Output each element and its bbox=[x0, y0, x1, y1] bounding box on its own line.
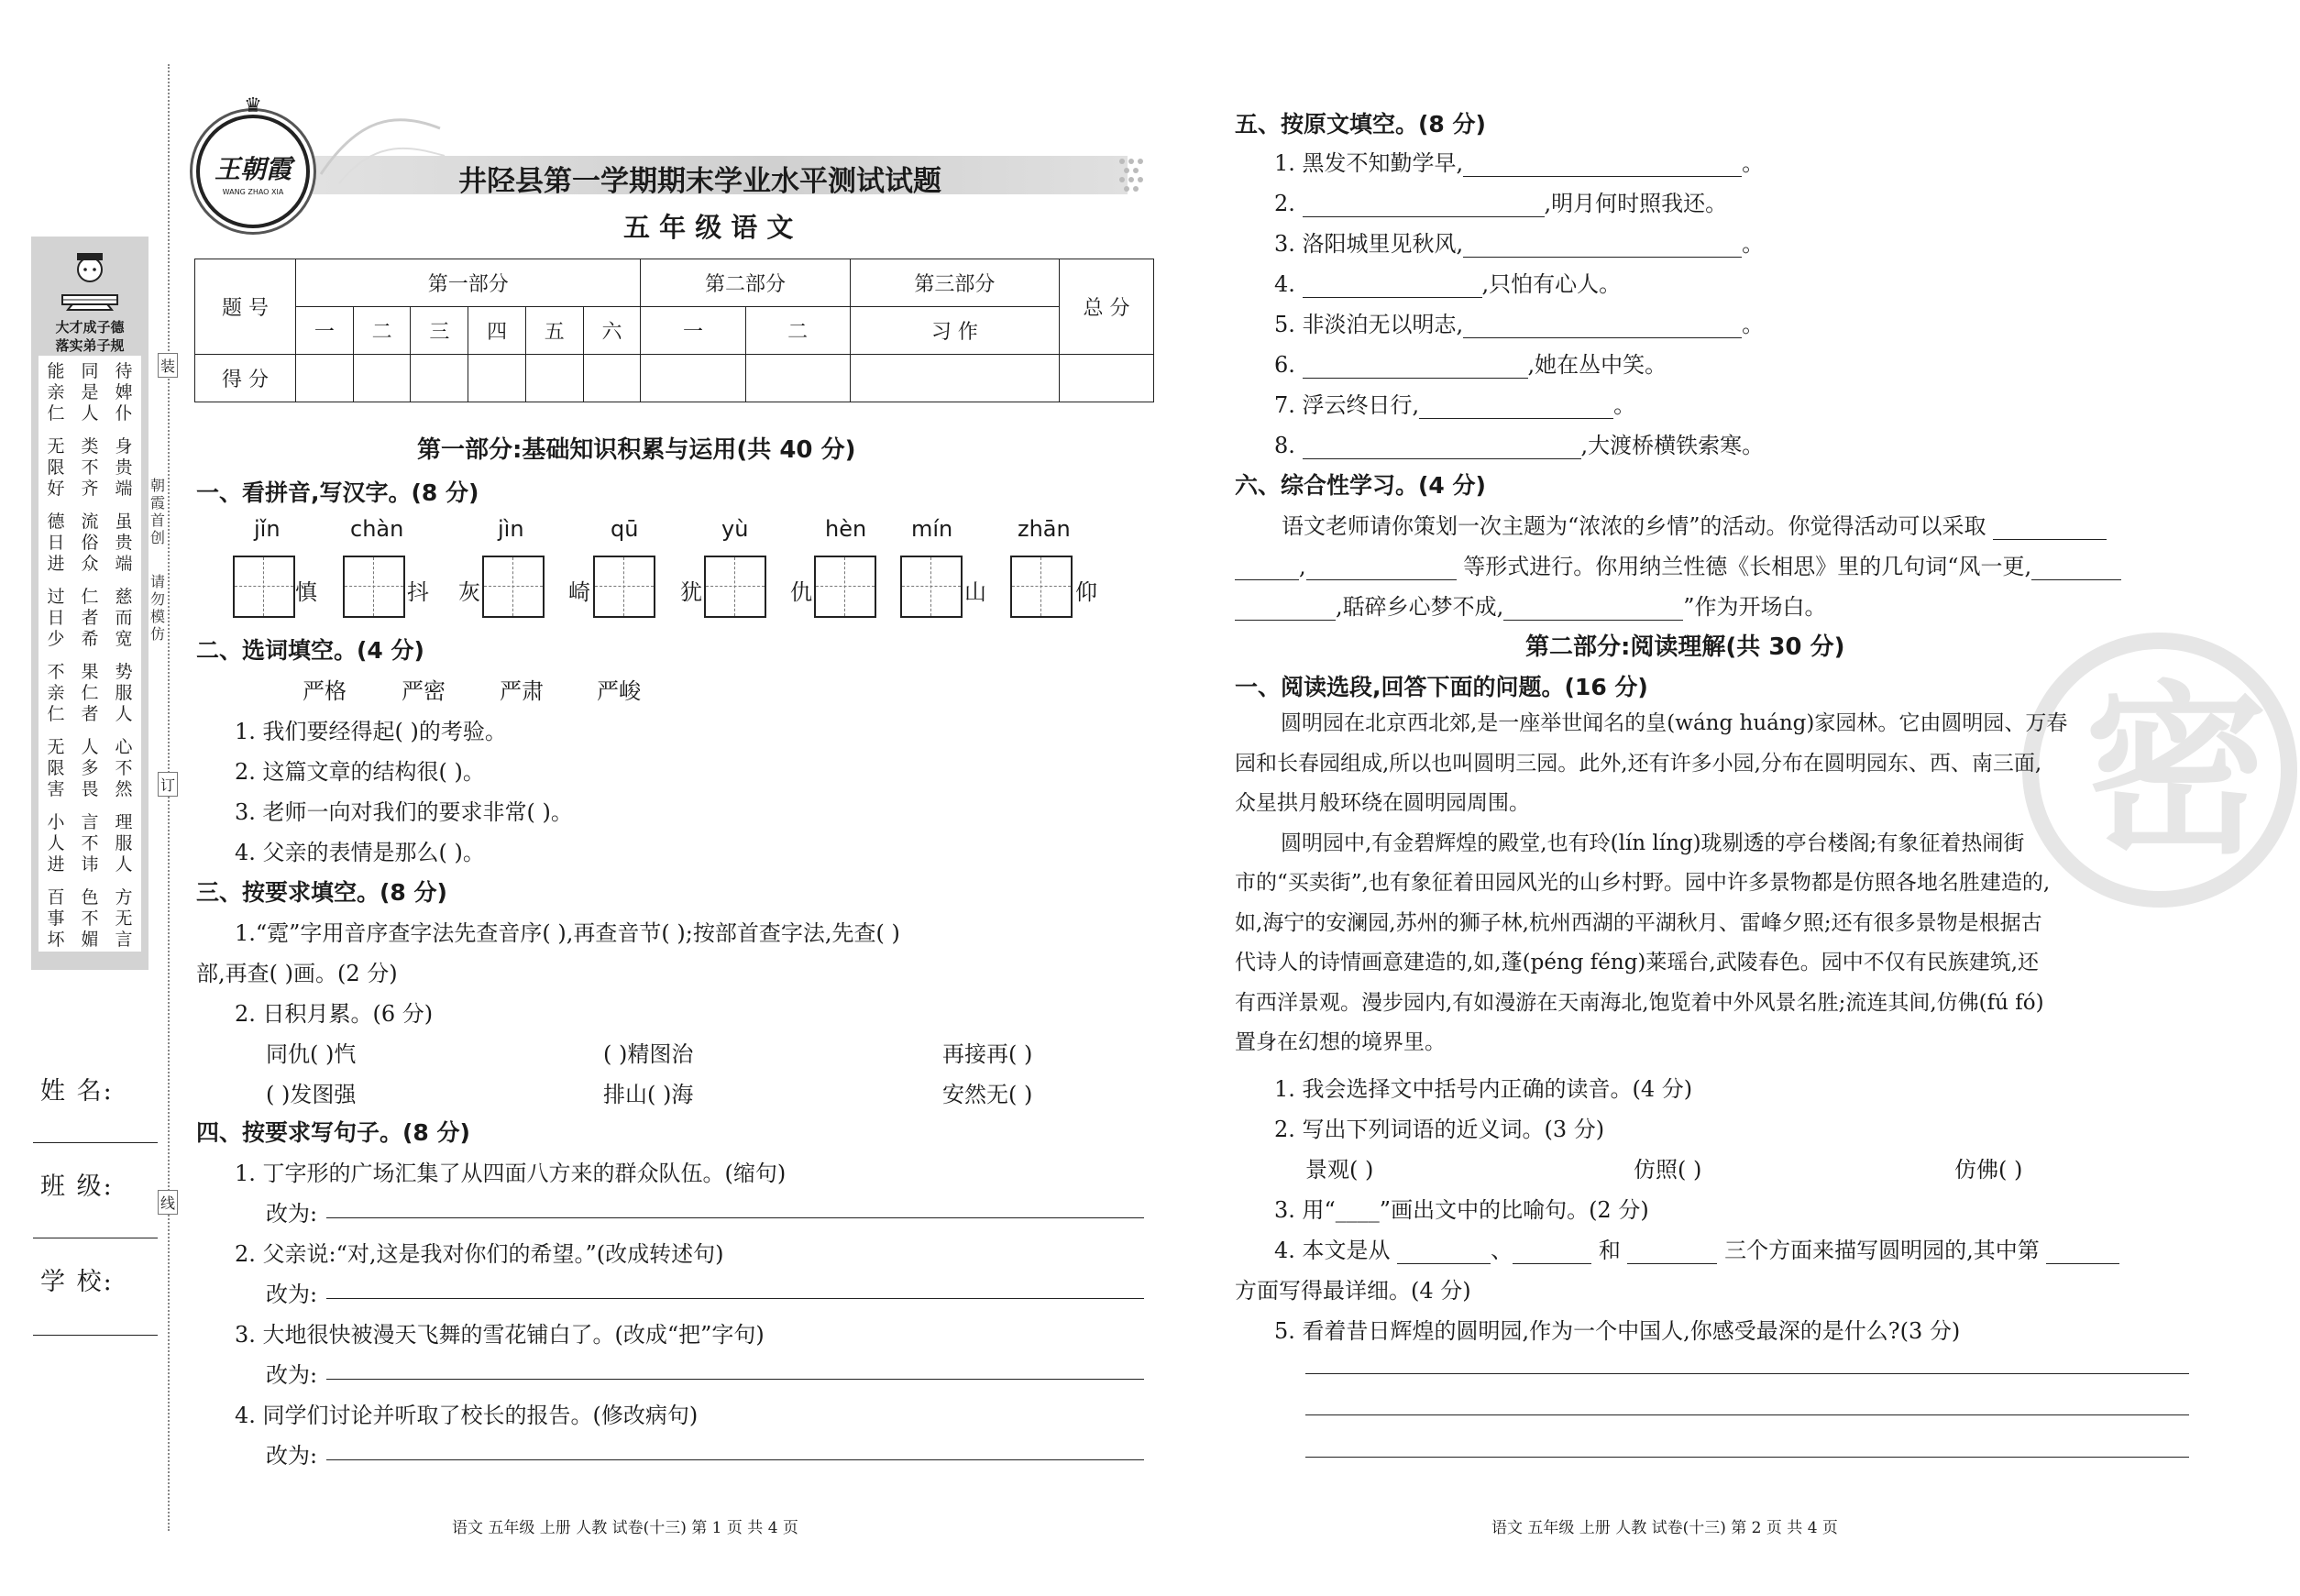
char-7: 山 bbox=[964, 579, 986, 605]
fill-item-1[interactable]: 1. 我们要经得起( )的考验。 bbox=[235, 719, 507, 744]
recite-5-pre: 5. 非淡泊无以明志, bbox=[1274, 312, 1464, 337]
pinyin-4: qū bbox=[611, 516, 639, 542]
idiom-2[interactable]: ( )精图治 bbox=[603, 1041, 694, 1067]
col-p1-6: 六 bbox=[583, 307, 641, 355]
char-box-4[interactable] bbox=[593, 556, 655, 618]
fill-item-4[interactable]: 4. 父亲的表情是那么( )。 bbox=[235, 840, 485, 865]
scholar-figure-icon bbox=[55, 244, 125, 315]
pinyin-7: mín bbox=[911, 516, 953, 542]
passage-line-5: 市的“买卖街”,也有象征着田园风光的山乡村野。园中许多景物都是仿照各地名胜建造的, bbox=[1235, 871, 2051, 895]
motto-col-3-4: 慈 而 宽 bbox=[115, 587, 133, 649]
passage-line-1: 圆明园在北京西北郊,是一座举世闻名的皇(wáng huáng)家园林。它由圆明园、万春 bbox=[1281, 711, 2068, 735]
activity-line-1[interactable] bbox=[1282, 508, 2107, 540]
vertical-note-original: 朝 霞 首 创 bbox=[149, 477, 165, 546]
section2-title: 二、选词填空。(4 分) bbox=[196, 637, 424, 664]
motto-col-2-6: 人 多 畏 bbox=[81, 737, 99, 799]
motto-sidebar bbox=[31, 237, 149, 970]
recite-4-post: ,只怕有心人。 bbox=[1481, 271, 1622, 297]
recite-1-pre: 1. 黑发不知勤学早, bbox=[1274, 150, 1464, 176]
score-cell[interactable] bbox=[468, 355, 526, 402]
motto-col-2-7: 言 不 讳 bbox=[81, 812, 99, 875]
motto-col-3-5: 势 服 人 bbox=[115, 662, 133, 724]
section3-title: 三、按要求填空。(8 分) bbox=[196, 879, 447, 906]
cut-label-2: 订 bbox=[158, 772, 178, 797]
motto-col-1-1: 能 亲 仁 bbox=[47, 361, 65, 424]
banner-line-2: 落实弟子规 bbox=[55, 337, 125, 354]
recite-6-pre: 6. bbox=[1274, 352, 1303, 378]
header-part1: 第一部分 bbox=[296, 259, 641, 307]
score-cell[interactable] bbox=[745, 355, 850, 402]
recite-2-post: ,明月何时照我还。 bbox=[1544, 191, 1728, 216]
recite-3-blank[interactable] bbox=[1463, 233, 1742, 258]
name-label: 姓 名: bbox=[40, 1077, 114, 1106]
rewrite-item-4: 4. 同学们讨论并听取了校长的报告。(修改病句) bbox=[235, 1403, 699, 1428]
recite-7[interactable] bbox=[1274, 387, 1635, 419]
motto-col-1-6: 无 限 害 bbox=[47, 737, 65, 799]
activity-text-3b: ”作为开场白。 bbox=[1683, 594, 1827, 620]
word-choice-1: 严格 bbox=[303, 678, 347, 704]
word-choice-4: 严峻 bbox=[597, 678, 641, 704]
activity-line-2[interactable] bbox=[1235, 548, 2121, 580]
footer-page-2: 语文 五年级 上册 人教 试卷(十三) 第 2 页 共 4 页 bbox=[1491, 1519, 1838, 1537]
section4-title: 四、按要求写句子。(8 分) bbox=[196, 1119, 470, 1146]
row-label-number: 题 号 bbox=[195, 259, 296, 355]
logo-crown-icon: ♛ bbox=[244, 94, 262, 117]
motto-col-2-1: 同 是 人 bbox=[81, 361, 99, 424]
school-field[interactable] bbox=[33, 1335, 158, 1336]
recite-7-post: 。 bbox=[1613, 392, 1636, 418]
activity-blank-5[interactable] bbox=[1235, 596, 1336, 621]
vertical-note-no-copy: 请 勿 模 仿 bbox=[149, 573, 165, 643]
recite-6-post: ,她在丛中笑。 bbox=[1527, 352, 1667, 378]
header-total: 总 分 bbox=[1060, 259, 1154, 355]
q4-text-d: 三个方面来描写圆明园的,其中第 bbox=[1724, 1238, 2040, 1263]
part2-heading: 第二部分:阅读理解(共 30 分) bbox=[1525, 633, 1845, 661]
recite-2-blank[interactable] bbox=[1303, 193, 1545, 217]
activity-blank-4[interactable] bbox=[2031, 556, 2121, 580]
char-box-8[interactable] bbox=[1010, 556, 1073, 618]
char-box-2[interactable] bbox=[343, 556, 405, 618]
logo-subtext: WANG ZHAO XIA bbox=[222, 188, 284, 196]
reading-q1: 1. 我会选择文中括号内正确的读音。(4 分) bbox=[1274, 1076, 1693, 1102]
recite-2[interactable] bbox=[1274, 185, 1727, 217]
score-table bbox=[194, 259, 1154, 402]
motto-col-2-5: 果 仁 者 bbox=[81, 662, 99, 724]
char-6: 仇 bbox=[790, 579, 812, 605]
brand-logo bbox=[196, 94, 310, 228]
banner-line-1: 大才成子德 bbox=[55, 319, 125, 336]
q4-text-a: 4. 本文是从 bbox=[1274, 1238, 1391, 1263]
word-choice-3: 严肃 bbox=[500, 678, 544, 704]
passage-line-7: 代诗人的诗情画意建造的,如,蓬(péng féng)莱瑶台,武陵春色。园中不仅有民族建筑,还 bbox=[1235, 951, 2040, 974]
part1-heading: 第一部分:基础知识积累与运用(共 40 分) bbox=[417, 436, 856, 464]
cut-label-3: 线 bbox=[158, 1190, 178, 1215]
pinyin-1: jǐn bbox=[254, 516, 281, 542]
motto-col-2-3: 流 俗 众 bbox=[81, 512, 99, 574]
rewrite-item-1: 1. 丁字形的广场汇集了从四面八方来的群众队伍。(缩句) bbox=[235, 1161, 787, 1186]
char-box-3[interactable] bbox=[482, 556, 545, 618]
col-p2-1: 一 bbox=[641, 307, 745, 355]
recite-1-post: 。 bbox=[1742, 150, 1765, 176]
motto-col-1-7: 小 人 进 bbox=[47, 812, 65, 875]
char-box-7[interactable] bbox=[900, 556, 963, 618]
score-cell[interactable] bbox=[411, 355, 468, 402]
q4-blank-2[interactable] bbox=[1513, 1239, 1591, 1264]
rewrite-label-1: 改为: bbox=[266, 1201, 318, 1227]
activity-blank-6[interactable] bbox=[1503, 596, 1683, 621]
section6-title: 六、综合性学习。(4 分) bbox=[1235, 472, 1486, 499]
motto-col-3-7: 理 服 人 bbox=[115, 812, 133, 875]
score-cell[interactable] bbox=[353, 355, 411, 402]
char-box-5[interactable] bbox=[704, 556, 766, 618]
passage-line-8: 有西洋景观。漫步园内,有如漫游在天南海北,饱览着中外风景名胜;流连其间,仿佛(fú fó) bbox=[1235, 990, 2044, 1015]
char-box-6[interactable] bbox=[814, 556, 876, 618]
passage-line-9: 置身在幻想的境界里。 bbox=[1235, 1030, 1446, 1054]
q5-answer-line-3[interactable] bbox=[1305, 1457, 2189, 1458]
motto-col-2-8: 色 不 媚 bbox=[81, 887, 99, 950]
recite-8-post: ,大渡桥横铁索寒。 bbox=[1580, 433, 1765, 458]
q5-answer-line-1[interactable] bbox=[1305, 1373, 2189, 1374]
ribbon-swirl-icon bbox=[312, 101, 449, 193]
rewrite-answer-4[interactable] bbox=[326, 1459, 1144, 1460]
idiom-5[interactable]: 排山( )海 bbox=[603, 1082, 694, 1107]
rewrite-answer-3[interactable] bbox=[326, 1379, 1144, 1380]
activity-text-2a: , bbox=[1299, 554, 1306, 579]
recite-4-blank[interactable] bbox=[1303, 273, 1482, 298]
q4-text-b: 、 bbox=[1491, 1238, 1513, 1263]
score-cell[interactable] bbox=[850, 355, 1059, 402]
col-p1-2: 二 bbox=[353, 307, 411, 355]
motto-col-1-3: 德 日 进 bbox=[47, 512, 65, 574]
activity-text-3a: ,聒碎乡心梦不成, bbox=[1336, 594, 1504, 620]
recite-8-pre: 8. bbox=[1274, 433, 1303, 458]
col-p1-1: 一 bbox=[296, 307, 354, 355]
header-part2: 第二部分 bbox=[641, 259, 850, 307]
idiom-heading: 2. 日积月累。(6 分) bbox=[235, 1001, 434, 1027]
q4-text-c: 和 bbox=[1598, 1238, 1621, 1263]
motto-col-3-8: 方 无 言 bbox=[115, 887, 133, 950]
char-3: 灰 bbox=[458, 579, 480, 605]
rewrite-item-3: 3. 大地很快被漫天飞舞的雪花铺白了。(改成“把”字句) bbox=[235, 1322, 765, 1348]
activity-text-2b: 等形式进行。你用纳兰性德《长相思》里的几句词“风一更, bbox=[1463, 554, 2032, 579]
recite-3[interactable] bbox=[1274, 226, 1764, 258]
recite-6[interactable] bbox=[1274, 347, 1667, 379]
idiom-4[interactable]: ( )发图强 bbox=[266, 1082, 357, 1107]
motto-col-1-8: 百 事 坏 bbox=[47, 887, 65, 950]
char-4: 崎 bbox=[568, 579, 590, 605]
motto-col-1-4: 过 日 少 bbox=[47, 587, 65, 649]
idiom-3[interactable]: 再接再( ) bbox=[942, 1041, 1033, 1067]
q4-blank-4[interactable] bbox=[2046, 1239, 2119, 1264]
activity-blank-3[interactable] bbox=[1306, 556, 1457, 580]
score-cell[interactable] bbox=[296, 355, 354, 402]
pinyin-2: chàn bbox=[350, 516, 404, 542]
reading-q4[interactable] bbox=[1274, 1232, 2119, 1264]
rewrite-label-4: 改为: bbox=[266, 1443, 318, 1469]
rewrite-answer-2[interactable] bbox=[326, 1298, 1144, 1299]
idiom-6[interactable]: 安然无( ) bbox=[942, 1082, 1033, 1107]
rewrite-label-2: 改为: bbox=[266, 1282, 318, 1307]
activity-line-3[interactable] bbox=[1235, 589, 1827, 621]
fill-item-3[interactable]: 3. 老师一向对我们的要求非常( )。 bbox=[235, 799, 573, 825]
char-8: 仰 bbox=[1075, 579, 1097, 605]
footer-page-1: 语文 五年级 上册 人教 试卷(十三) 第 1 页 共 4 页 bbox=[452, 1519, 798, 1537]
char-box-1[interactable] bbox=[233, 556, 295, 618]
col-p1-5: 五 bbox=[525, 307, 583, 355]
header-part3: 第三部分 bbox=[850, 259, 1059, 307]
motto-col-3-2: 身 贵 端 bbox=[115, 436, 133, 499]
motto-col-2-2: 类 不 齐 bbox=[81, 436, 99, 499]
name-field[interactable] bbox=[33, 1142, 158, 1143]
binding-cut-line bbox=[168, 64, 170, 1531]
cut-label-1: 装 bbox=[158, 353, 178, 378]
motto-col-1-2: 无 限 好 bbox=[47, 436, 65, 499]
recite-8-blank[interactable] bbox=[1303, 435, 1581, 459]
recite-2-pre: 2. bbox=[1274, 191, 1303, 216]
rewrite-answer-1[interactable] bbox=[326, 1217, 1144, 1218]
dict-item-1b[interactable]: 部,再查( )画。(2 分) bbox=[196, 961, 398, 986]
recite-1-blank[interactable] bbox=[1463, 152, 1742, 177]
score-cell[interactable] bbox=[583, 355, 641, 402]
logo-text: 王朝霞 bbox=[214, 154, 292, 184]
recite-3-post: 。 bbox=[1742, 231, 1765, 257]
passage-line-6: 如,海宁的安澜园,苏州的狮子林,杭州西湖的平湖秋月、雷峰夕照;还有很多景物是根据古 bbox=[1235, 910, 2042, 935]
watermark-char: 密 bbox=[2084, 666, 2268, 879]
activity-blank-1[interactable] bbox=[1993, 515, 2107, 540]
pinyin-6: hèn bbox=[825, 516, 867, 542]
rewrite-item-2: 2. 父亲说:“对,这是我对你们的希望。”(改成转述句) bbox=[235, 1241, 724, 1267]
passage-line-2: 园和长春园组成,所以也叫圆明三园。此外,还有许多小园,分布在圆明园东、西、南三面, bbox=[1235, 751, 2042, 776]
row-label-score: 得 分 bbox=[195, 355, 296, 402]
reading-q2: 2. 写出下列词语的近义词。(3 分) bbox=[1274, 1117, 1605, 1142]
pinyin-5: yù bbox=[721, 516, 749, 542]
col-p3-1: 习 作 bbox=[850, 307, 1059, 355]
synonym-1[interactable]: 景观( ) bbox=[1305, 1157, 1374, 1183]
rewrite-label-3: 改为: bbox=[266, 1362, 318, 1388]
exam-subtitle: 五 年 级 语 文 bbox=[623, 212, 794, 243]
recite-8[interactable] bbox=[1274, 427, 1764, 459]
motto-col-1-5: 不 亲 仁 bbox=[47, 662, 65, 724]
word-choice-2: 严密 bbox=[402, 678, 446, 704]
score-cell[interactable] bbox=[525, 355, 583, 402]
recite-5-post: 。 bbox=[1742, 312, 1765, 337]
motto-col-3-3: 虽 贵 端 bbox=[115, 512, 133, 574]
motto-col-3-1: 待 婢 仆 bbox=[115, 361, 133, 424]
motto-col-2-4: 仁 者 希 bbox=[81, 587, 99, 649]
part2-section1-title: 一、阅读选段,回答下面的问题。(16 分) bbox=[1235, 674, 1648, 700]
ribbon-dots-icon bbox=[1117, 154, 1150, 196]
recite-5-blank[interactable] bbox=[1463, 314, 1742, 338]
reading-q4-cont: 方面写得最详细。(4 分) bbox=[1235, 1278, 1471, 1304]
exam-title: 井陉县第一学期期末学业水平测试试题 bbox=[458, 165, 941, 198]
reading-passage bbox=[1235, 704, 2197, 1063]
recite-5[interactable] bbox=[1274, 306, 1764, 338]
char-5: 犹 bbox=[680, 579, 702, 605]
passage-line-4: 圆明园中,有金碧辉煌的殿堂,也有玲(lín líng)珑剔透的亭台楼阁;有象征着热闹街 bbox=[1281, 831, 2025, 855]
col-p1-4: 四 bbox=[468, 307, 526, 355]
passage-line-3: 众星拱月般环绕在圆明园周围。 bbox=[1235, 791, 1530, 815]
activity-blank-2[interactable] bbox=[1235, 556, 1299, 580]
reading-q3: 3. 用“____”画出文中的比喻句。(2 分) bbox=[1274, 1197, 1649, 1223]
score-cell[interactable] bbox=[1060, 355, 1154, 402]
pinyin-3: jìn bbox=[498, 516, 524, 542]
char-1: 慎 bbox=[295, 579, 317, 605]
col-p2-2: 二 bbox=[745, 307, 850, 355]
char-2: 抖 bbox=[407, 579, 429, 605]
recite-1[interactable] bbox=[1274, 145, 1764, 177]
recite-7-pre: 7. 浮云终日行, bbox=[1274, 392, 1420, 418]
recite-3-pre: 3. 洛阳城里见秋风, bbox=[1274, 231, 1464, 257]
section5-title: 五、按原文填空。(8 分) bbox=[1235, 111, 1486, 138]
recite-6-blank[interactable] bbox=[1303, 354, 1528, 379]
q5-answer-line-2[interactable] bbox=[1305, 1414, 2189, 1415]
score-cell[interactable] bbox=[641, 355, 745, 402]
class-label: 班 级: bbox=[40, 1172, 114, 1201]
school-label: 学 校: bbox=[40, 1268, 114, 1296]
pinyin-8: zhān bbox=[1018, 516, 1071, 542]
activity-text-1: 语文老师请你策划一次主题为“浓浓的乡情”的活动。你觉得活动可以采取 bbox=[1282, 513, 1986, 539]
motto-col-3-6: 心 不 然 bbox=[115, 737, 133, 799]
section1-title: 一、看拼音,写汉字。(8 分) bbox=[196, 479, 479, 506]
synonym-3[interactable]: 仿佛( ) bbox=[1954, 1157, 2023, 1183]
reading-q5: 5. 看着昔日辉煌的圆明园,作为一个中国人,你感受最深的是什么?(3 分) bbox=[1274, 1318, 1961, 1344]
col-p1-3: 三 bbox=[411, 307, 468, 355]
q4-blank-3[interactable] bbox=[1627, 1239, 1717, 1264]
motto-panel bbox=[39, 356, 141, 952]
fill-item-2[interactable]: 2. 这篇文章的结构很( )。 bbox=[235, 759, 485, 785]
q4-blank-1[interactable] bbox=[1397, 1239, 1491, 1264]
dict-item-1[interactable]: 1.“霓”字用音序查字法先查音序( ),再查音节( );按部首查字法,先查( ) bbox=[235, 920, 900, 946]
recite-7-blank[interactable] bbox=[1419, 394, 1613, 419]
recite-4-pre: 4. bbox=[1274, 271, 1303, 297]
synonym-2[interactable]: 仿照( ) bbox=[1634, 1157, 1702, 1183]
recite-4[interactable] bbox=[1274, 266, 1621, 298]
idiom-1[interactable]: 同仇( )忾 bbox=[266, 1041, 357, 1067]
